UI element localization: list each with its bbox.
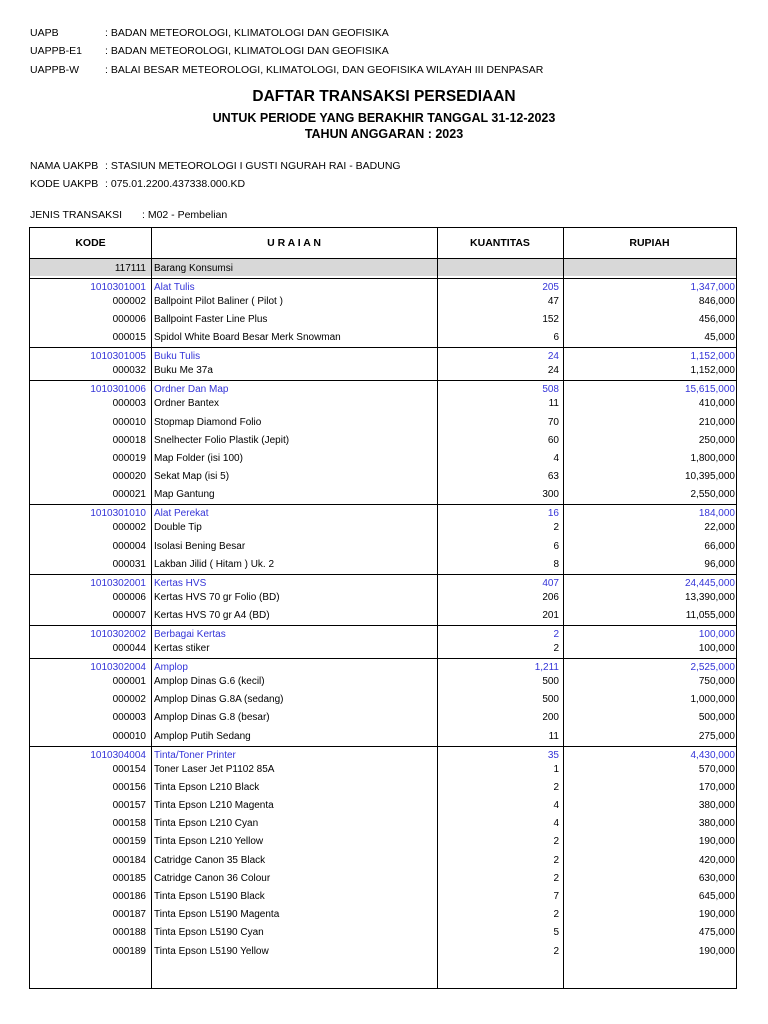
table-row bbox=[30, 815, 736, 832]
cell-kode: 000031 bbox=[112, 558, 146, 570]
header-value: : BADAN METEOROLOGI, KLIMATOLOGI DAN GEOFISIKA bbox=[105, 27, 389, 39]
cell-qty: 2 bbox=[553, 643, 559, 654]
table-row bbox=[30, 468, 736, 485]
table-row bbox=[30, 797, 736, 814]
cell-qty: 1 bbox=[553, 763, 559, 775]
cell-kode: 000007 bbox=[112, 610, 146, 621]
cell-kode: 000001 bbox=[112, 676, 146, 687]
cell-rp: 13,390,000 bbox=[684, 591, 735, 603]
cell-uraian: Toner Laser Jet P1102 85A bbox=[154, 763, 275, 775]
table-row bbox=[30, 607, 736, 624]
cell-uraian: Map Folder (isi 100) bbox=[154, 453, 243, 464]
cell-qty: 201 bbox=[542, 610, 559, 621]
header-value: : BADAN METEOROLOGI, KLIMATOLOGI DAN GEOFISIKA bbox=[105, 45, 389, 57]
cell-uraian: Amplop bbox=[154, 662, 188, 673]
cell-rp: 275,000 bbox=[698, 730, 735, 742]
col-header-rupiah: RUPIAH bbox=[629, 237, 670, 249]
cell-qty: 47 bbox=[547, 296, 559, 307]
table-row bbox=[30, 852, 736, 869]
cell-rp: 22,000 bbox=[704, 522, 735, 534]
cell-kode: 000187 bbox=[112, 909, 146, 921]
cell-qty: 152 bbox=[542, 314, 559, 326]
info-key: NAMA UAKPB bbox=[30, 160, 99, 172]
header-key: UAPPB-E1 bbox=[30, 45, 82, 57]
table-row bbox=[30, 589, 736, 606]
cell-kode: 000002 bbox=[112, 694, 146, 706]
table-row bbox=[30, 486, 736, 503]
cell-kode: 000019 bbox=[112, 453, 146, 464]
jenis-value: : M02 - Pembelian bbox=[142, 209, 228, 221]
cell-rp: 475,000 bbox=[698, 927, 735, 939]
cell-uraian: Lakban Jilid ( Hitam ) Uk. 2 bbox=[154, 558, 275, 570]
table-row bbox=[30, 519, 736, 536]
cell-uraian: Ballpoint Pilot Baliner ( Pilot ) bbox=[154, 296, 283, 307]
cell-uraian: Ballpoint Faster Line Plus bbox=[154, 314, 268, 326]
cell-uraian: Isolasi Bening Besar bbox=[154, 540, 246, 552]
cell-kode: 000158 bbox=[112, 818, 146, 830]
cell-uraian: Amplop Dinas G.6 (kecil) bbox=[154, 676, 265, 687]
cell-uraian: Kertas HVS 70 gr A4 (BD) bbox=[154, 610, 270, 621]
cell-uraian: Sekat Map (isi 5) bbox=[154, 471, 230, 483]
cell-uraian: Tinta Epson L210 Cyan bbox=[154, 818, 259, 830]
cell-uraian: Amplop Putih Sedang bbox=[154, 730, 251, 742]
cell-qty: 7 bbox=[553, 891, 559, 902]
jenis-key: JENIS TRANSAKSI bbox=[30, 209, 122, 221]
cell-uraian: Spidol White Board Besar Merk Snowman bbox=[154, 332, 341, 344]
cell-uraian: Amplop Dinas G.8 (besar) bbox=[154, 712, 270, 724]
cell-rp: 1,000,000 bbox=[690, 694, 735, 706]
cell-rp: 380,000 bbox=[698, 800, 735, 811]
cell-uraian: Double Tip bbox=[154, 522, 202, 534]
cell-uraian: Alat Tulis bbox=[154, 282, 195, 293]
cell-rp: 750,000 bbox=[698, 676, 735, 687]
cell-rp: 210,000 bbox=[698, 416, 735, 428]
cell-rp: 4,430,000 bbox=[690, 749, 735, 761]
cell-qty: 60 bbox=[547, 434, 559, 446]
cell-rp: 24,445,000 bbox=[684, 577, 735, 589]
cell-kode: 000186 bbox=[112, 891, 146, 902]
cell-uraian: Tinta Epson L210 Yellow bbox=[154, 836, 264, 848]
cell-rp: 190,000 bbox=[698, 836, 735, 848]
table-row bbox=[30, 943, 736, 960]
cell-uraian: Map Gantung bbox=[154, 489, 215, 501]
cell-qty: 2 bbox=[553, 836, 559, 848]
cell-rp: 456,000 bbox=[698, 314, 735, 326]
cell-rp: 190,000 bbox=[698, 945, 735, 957]
table-row bbox=[30, 538, 736, 555]
cell-qty: 11 bbox=[548, 398, 559, 410]
cell-qty: 4 bbox=[553, 800, 559, 811]
cell-uraian: Ordner Bantex bbox=[154, 398, 220, 410]
transaction-table bbox=[29, 227, 737, 989]
page-subtitle-year: TAHUN ANGGARAN : 2023 bbox=[304, 127, 464, 141]
cell-uraian: Stopmap Diamond Folio bbox=[154, 416, 262, 428]
cell-qty: 2 bbox=[553, 522, 559, 534]
cell-rp: 100,000 bbox=[698, 643, 735, 654]
cell-qty: 206 bbox=[542, 591, 559, 603]
jenis-transaksi bbox=[30, 209, 228, 221]
cell-rp: 1,152,000 bbox=[690, 351, 735, 363]
cell-rp: 2,550,000 bbox=[690, 489, 735, 501]
cell-rp: 100,000 bbox=[698, 629, 735, 640]
cell-uraian: Catridge Canon 36 Colour bbox=[154, 872, 271, 884]
cell-kode: 1010301006 bbox=[90, 384, 146, 396]
table-row bbox=[30, 450, 736, 467]
table-row bbox=[30, 906, 736, 923]
cell-kode: 000189 bbox=[112, 945, 146, 957]
page-title: DAFTAR TRANSAKSI PERSEDIAAN bbox=[252, 88, 516, 105]
cell-kode: 000021 bbox=[112, 489, 146, 501]
table-row bbox=[30, 870, 736, 887]
cell-qty: 300 bbox=[542, 489, 559, 501]
cell-uraian: Tinta/Toner Printer bbox=[154, 749, 236, 761]
cell-kode: 000006 bbox=[112, 314, 146, 326]
cell-rp: 1,800,000 bbox=[690, 453, 735, 464]
cell-qty: 16 bbox=[547, 508, 559, 520]
table-row bbox=[30, 329, 736, 346]
cell-rp: 66,000 bbox=[704, 540, 735, 552]
cell-qty: 2 bbox=[553, 629, 559, 640]
cell-kode: 000159 bbox=[112, 836, 146, 848]
table-row bbox=[30, 362, 736, 379]
cell-rp: 645,000 bbox=[698, 891, 735, 902]
cell-rp: 2,525,000 bbox=[690, 662, 735, 673]
cell-rp: 10,395,000 bbox=[684, 471, 735, 483]
cell-qty: 8 bbox=[553, 558, 559, 570]
cell-rp: 184,000 bbox=[698, 508, 735, 520]
cell-kode: 000018 bbox=[112, 434, 146, 446]
cell-kode: 1010302002 bbox=[90, 629, 146, 640]
cell-qty: 70 bbox=[547, 416, 559, 428]
cell-kode: 1010304004 bbox=[90, 749, 146, 761]
cell-uraian: Buku Tulis bbox=[154, 351, 201, 363]
table-row bbox=[30, 709, 736, 726]
cell-uraian: Berbagai Kertas bbox=[154, 629, 226, 640]
cell-qty: 2 bbox=[553, 909, 559, 921]
cell-kode: 000002 bbox=[112, 296, 146, 307]
cell-uraian: Tinta Epson L5190 Black bbox=[154, 891, 265, 902]
cell-kode: 000006 bbox=[112, 591, 146, 603]
cell-kode: 000154 bbox=[112, 763, 146, 775]
cell-rp: 630,000 bbox=[698, 872, 735, 884]
cell-kode: 000002 bbox=[112, 522, 146, 534]
cell-qty: 200 bbox=[542, 712, 559, 724]
cell-kode: 000003 bbox=[112, 712, 146, 724]
cell-qty: 5 bbox=[553, 927, 559, 939]
header-key: UAPPB-W bbox=[30, 64, 80, 76]
cell-uraian: Catridge Canon 35 Black bbox=[154, 854, 266, 866]
cell-qty: 4 bbox=[553, 453, 559, 464]
cell-uraian: Tinta Epson L210 Magenta bbox=[154, 800, 274, 811]
cell-kode: 000015 bbox=[112, 332, 146, 344]
cell-kode: 000010 bbox=[112, 416, 146, 428]
cell-rp: 11,055,000 bbox=[685, 610, 735, 621]
cell-rp: 380,000 bbox=[698, 818, 735, 830]
cell-uraian: Amplop Dinas G.8A (sedang) bbox=[154, 694, 284, 706]
table-row bbox=[30, 432, 736, 449]
cell-qty: 6 bbox=[553, 332, 559, 344]
cell-uraian: Kertas HVS 70 gr Folio (BD) bbox=[154, 591, 280, 603]
cell-qty: 2 bbox=[553, 945, 559, 957]
table-row bbox=[30, 640, 736, 657]
cell-uraian: Ordner Dan Map bbox=[154, 384, 229, 396]
table-row bbox=[30, 556, 736, 573]
cell-rp: 15,615,000 bbox=[684, 384, 735, 396]
table-row bbox=[30, 395, 736, 412]
table-row bbox=[30, 311, 736, 328]
table-row bbox=[30, 924, 736, 941]
cell-uraian: Kertas stiker bbox=[154, 643, 210, 654]
cell-rp: 1,347,000 bbox=[690, 282, 735, 293]
table-header bbox=[30, 228, 736, 259]
table-row bbox=[30, 761, 736, 778]
cell-kode: 000004 bbox=[112, 540, 146, 552]
cell-kode: 000188 bbox=[112, 927, 146, 939]
cell-uraian: Tinta Epson L5190 Magenta bbox=[154, 909, 280, 921]
table-row bbox=[30, 728, 736, 745]
cell-qty: 2 bbox=[553, 781, 559, 793]
cell-qty: 6 bbox=[553, 540, 559, 552]
table-row bbox=[30, 833, 736, 850]
info-key: KODE UAKPB bbox=[30, 178, 99, 190]
cell-qty: 63 bbox=[547, 471, 559, 483]
cell-kode: 000184 bbox=[112, 854, 146, 866]
cell-kode: 000003 bbox=[112, 398, 146, 410]
info-value: : 075.01.2200.437338.000.KD bbox=[105, 178, 246, 190]
header-value: : BALAI BESAR METEOROLOGI, KLIMATOLOGI, DAN GEOFISIKA WILAYAH III DENPASAR bbox=[105, 64, 544, 76]
cell-kode: 1010302004 bbox=[90, 662, 146, 673]
table-row bbox=[30, 691, 736, 708]
cell-uraian: Kertas HVS bbox=[154, 577, 207, 589]
cell-kode: 1010302001 bbox=[90, 577, 146, 589]
cell-kode: 117111 bbox=[114, 263, 146, 274]
cell-rp: 410,000 bbox=[698, 398, 735, 410]
cell-uraian: Snelhecter Folio Plastik (Jepit) bbox=[154, 434, 290, 446]
cell-uraian: Buku Me 37a bbox=[154, 365, 213, 377]
cell-kode: 000157 bbox=[112, 800, 146, 811]
table-category-row bbox=[30, 260, 736, 277]
cell-kode: 1010301010 bbox=[90, 508, 146, 520]
cell-qty: 407 bbox=[542, 577, 559, 589]
cell-kode: 000010 bbox=[112, 730, 146, 742]
cell-uraian: Barang Konsumsi bbox=[154, 263, 233, 274]
cell-kode: 000032 bbox=[112, 365, 146, 377]
cell-qty: 500 bbox=[542, 676, 559, 687]
cell-kode: 000185 bbox=[112, 872, 146, 884]
cell-uraian: Alat Perekat bbox=[154, 508, 209, 520]
cell-kode: 1010301001 bbox=[90, 282, 146, 293]
cell-rp: 250,000 bbox=[698, 434, 735, 446]
col-header-uraian: U R A I A N bbox=[267, 237, 321, 249]
cell-qty: 2 bbox=[553, 872, 559, 884]
cell-rp: 420,000 bbox=[698, 854, 735, 866]
cell-uraian: Tinta Epson L5190 Yellow bbox=[154, 945, 269, 957]
info-value: : STASIUN METEOROLOGI I GUSTI NGURAH RAI - BADUNG bbox=[105, 160, 401, 172]
cell-rp: 170,000 bbox=[698, 781, 735, 793]
cell-rp: 190,000 bbox=[698, 909, 735, 921]
cell-qty: 24 bbox=[547, 351, 559, 363]
col-header-kode: KODE bbox=[75, 237, 106, 249]
page-subtitle: UNTUK PERIODE YANG BERAKHIR TANGGAL 31-12-2023 bbox=[212, 111, 556, 125]
cell-uraian: Tinta Epson L5190 Cyan bbox=[154, 927, 264, 939]
cell-kode: 000156 bbox=[112, 781, 146, 793]
cell-rp: 846,000 bbox=[698, 296, 735, 307]
cell-kode: 000020 bbox=[112, 471, 146, 483]
cell-qty: 1,211 bbox=[534, 662, 559, 673]
cell-rp: 570,000 bbox=[698, 763, 735, 775]
cell-rp: 45,000 bbox=[704, 332, 735, 344]
cell-qty: 500 bbox=[542, 694, 559, 706]
cell-rp: 96,000 bbox=[704, 558, 735, 570]
cell-uraian: Tinta Epson L210 Black bbox=[154, 781, 260, 793]
cell-qty: 11 bbox=[548, 730, 559, 742]
cell-qty: 205 bbox=[542, 282, 559, 293]
cell-kode: 000044 bbox=[112, 643, 146, 654]
table-row bbox=[30, 414, 736, 431]
cell-qty: 4 bbox=[553, 818, 559, 830]
header-key: UAPB bbox=[30, 27, 59, 39]
col-header-kuantitas: KUANTITAS bbox=[470, 237, 530, 249]
table-row bbox=[30, 673, 736, 690]
cell-rp: 1,152,000 bbox=[690, 365, 735, 377]
table-row bbox=[30, 293, 736, 310]
cell-qty: 508 bbox=[542, 384, 559, 396]
table-row bbox=[30, 779, 736, 796]
table-row bbox=[30, 888, 736, 905]
cell-qty: 24 bbox=[547, 365, 559, 377]
cell-rp: 500,000 bbox=[698, 712, 735, 724]
cell-qty: 2 bbox=[553, 854, 559, 866]
cell-kode: 1010301005 bbox=[90, 351, 146, 363]
cell-qty: 35 bbox=[547, 749, 559, 761]
